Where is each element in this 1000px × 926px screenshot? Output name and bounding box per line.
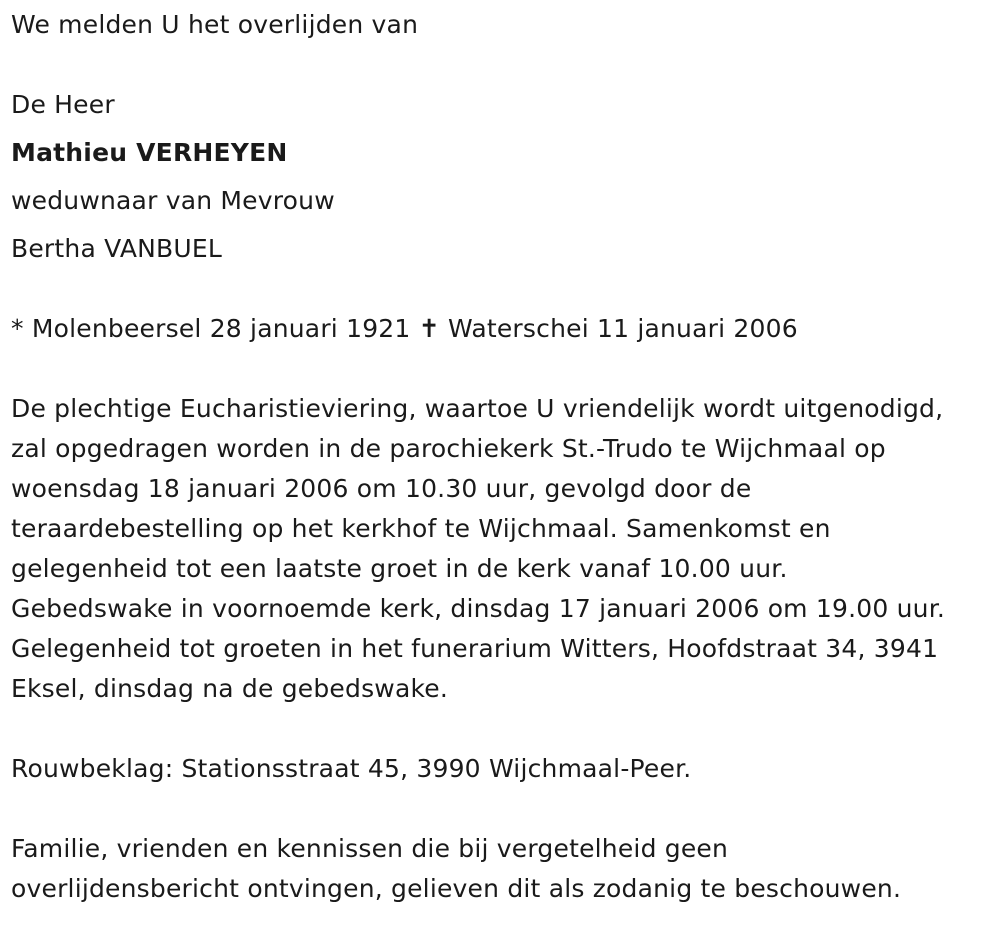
birth-text: * Molenbeersel 28 januari 1921: [11, 314, 411, 343]
intro-text: We melden U het overlijden van: [11, 10, 419, 39]
ceremony-line: Gebedswake in voornoemde kerk, dinsdag 17 januari 2006 om 19.00 uur.: [11, 594, 946, 623]
ceremony-line: woensdag 18 januari 2006 om 10.30 uur, gevolgd door de: [11, 474, 752, 503]
birth-death-line: [11, 314, 798, 344]
ceremony-line: Eksel, dinsdag na de gebedswake.: [11, 674, 448, 703]
closing-line: Familie, vrienden en kennissen die bij vergetelheid geen: [11, 834, 729, 863]
ceremony-line: De plechtige Eucharistieviering, waartoe U vriendelijk wordt uitgenodigd,: [11, 394, 944, 423]
ceremony-line: Gelegenheid tot groeten in het funerarium Witters, Hoofdstraat 34, 3941: [11, 634, 939, 663]
ceremony-line: zal opgedragen worden in de parochiekerk St.-Trudo te Wijchmaal op: [11, 434, 886, 463]
death-text: Waterschei 11 januari 2006: [448, 314, 798, 343]
condolence-address: Rouwbeklag: Stationsstraat 45, 3990 Wijchmaal-Peer.: [11, 754, 692, 783]
closing-line: overlijdensbericht ontvingen, gelieven dit als zodanig te beschouwen.: [11, 874, 902, 903]
deceased-name: Mathieu VERHEYEN: [11, 138, 288, 167]
spouse-name: Bertha VANBUEL: [11, 234, 223, 263]
ceremony-line: gelegenheid tot een laatste groet in de kerk vanaf 10.00 uur.: [11, 554, 788, 583]
relation-text: weduwnaar van Mevrouw: [11, 186, 335, 215]
honorific: De Heer: [11, 90, 115, 119]
ceremony-line: teraardebestelling op het kerkhof te Wijchmaal. Samenkomst en: [11, 514, 831, 543]
cross-icon: ✝: [418, 314, 440, 343]
